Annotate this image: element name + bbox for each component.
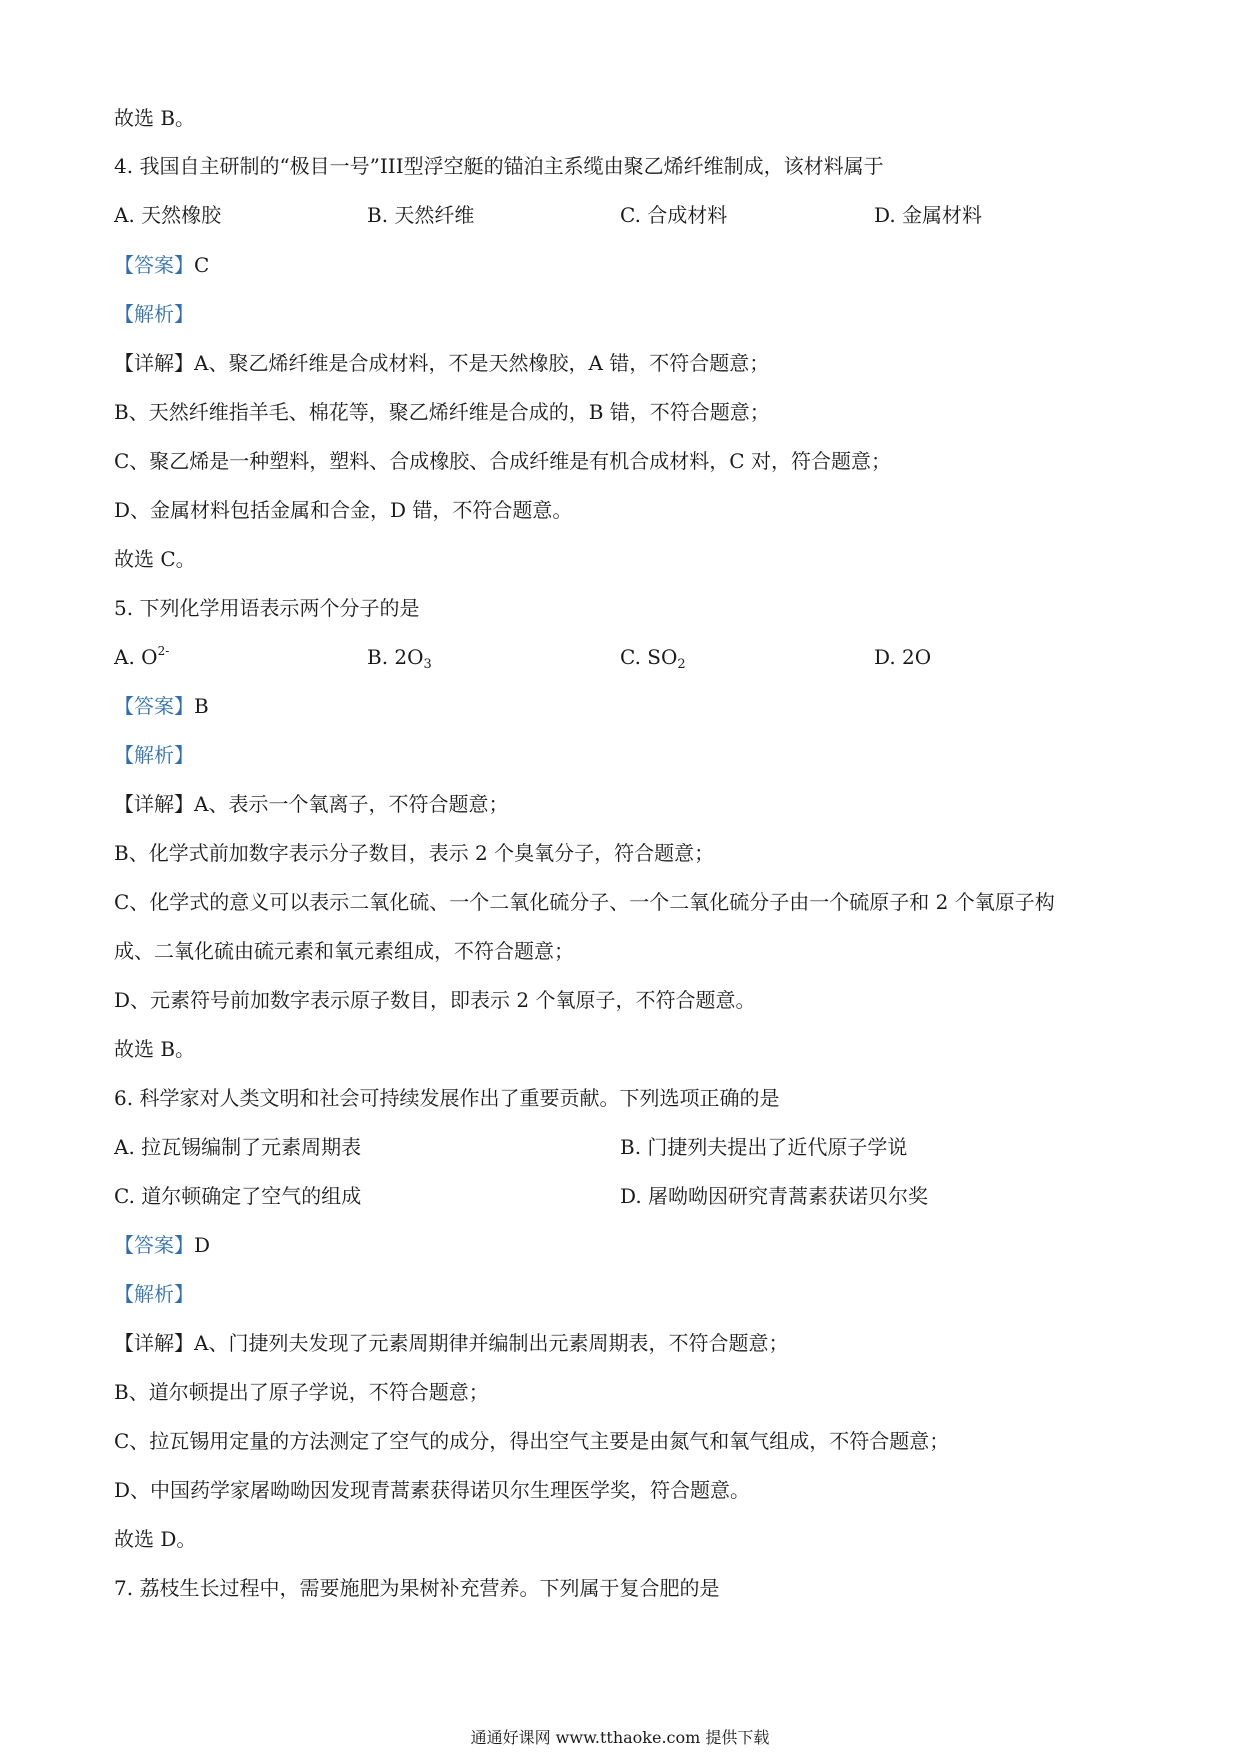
q4-detail-b: B、天然纤维指羊毛、棉花等，聚乙烯纤维是合成的，B 错，不符合题意； [114, 400, 770, 424]
q5-selection: 故选 B。 [114, 1037, 196, 1061]
q5-option-c-text: C. SO [620, 645, 678, 669]
q5-detail-a [114, 790, 508, 818]
q5-detail-d: D、元素符号前加数字表示原子数目，即表示 2 个氧原子，不符合题意。 [114, 988, 756, 1012]
q4-option-b: B. 天然纤维 [367, 203, 475, 227]
analysis-tag: 【解析】 [114, 743, 194, 767]
detail-text: A、聚乙烯纤维是合成材料，不是天然橡胶，A 错，不符合题意； [194, 351, 770, 375]
q6-option-a: A. 拉瓦锡编制了元素周期表 [114, 1135, 362, 1159]
q5-option-d: D. 2O [874, 645, 932, 669]
q6-detail-a [114, 1329, 788, 1357]
q6-detail-d: D、中国药学家屠呦呦因发现青蒿素获得诺贝尔生理医学奖，符合题意。 [114, 1478, 751, 1502]
q5-option-b [367, 643, 432, 671]
q4-detail-d: D、金属材料包括金属和合金，D 错，不符合题意。 [114, 498, 573, 522]
detail-text: A、门捷列夫发现了元素周期律并编制出元素周期表，不符合题意； [194, 1331, 789, 1355]
q6-option-c: C. 道尔顿确定了空气的组成 [114, 1184, 362, 1208]
detail-tag: 【详解】 [114, 1331, 194, 1355]
q4-detail-c: C、聚乙烯是一种塑料，塑料、合成橡胶、合成纤维是有机合成材料，C 对，符合题意； [114, 449, 891, 473]
answer-value: B [194, 694, 209, 718]
question-7: 7. 荔枝生长过程中，需要施肥为果树补充营养。下列属于复合肥的是 [114, 1576, 720, 1600]
q6-answer [114, 1231, 210, 1259]
analysis-tag: 【解析】 [114, 1282, 194, 1306]
q4-option-d: D. 金属材料 [874, 203, 983, 227]
q4-option-c: C. 合成材料 [620, 203, 728, 227]
q5-option-b-sub: 3 [423, 657, 432, 672]
detail-tag: 【详解】 [114, 792, 194, 816]
q4-answer [114, 251, 209, 279]
question-6: 6. 科学家对人类文明和社会可持续发展作出了重要贡献。下列选项正确的是 [114, 1086, 780, 1110]
q4-detail-a [114, 349, 769, 377]
q5-option-a-text: A. O [114, 645, 158, 669]
q6-selection: 故选 D。 [114, 1527, 197, 1551]
q5-option-b-text: B. 2O [367, 645, 424, 669]
q5-detail-c1: C、化学式的意义可以表示二氧化硫、一个二氧化硫分子、一个二氧化硫分子由一个硫原子和 2 个氧原子构 [114, 890, 1055, 914]
q5-detail-b: B、化学式前加数字表示分子数目，表示 2 个臭氧分子，符合题意； [114, 841, 715, 865]
q5-option-a [114, 643, 169, 671]
q5-detail-c2: 成、二氧化硫由硫元素和氧元素组成，不符合题意； [114, 939, 574, 963]
q6-analysis-tag [114, 1280, 194, 1308]
answer-tag: 【答案】 [114, 253, 194, 277]
detail-text: A、表示一个氧离子，不符合题意； [194, 792, 509, 816]
question-5: 5. 下列化学用语表示两个分子的是 [114, 596, 420, 620]
q5-option-a-sup: 2- [157, 644, 170, 658]
selection-line: 故选 B。 [114, 106, 196, 130]
q6-detail-b: B、道尔顿提出了原子学说，不符合题意； [114, 1380, 489, 1404]
answer-value: C [194, 253, 210, 277]
analysis-tag: 【解析】 [114, 302, 194, 326]
q4-selection: 故选 C。 [114, 547, 196, 571]
q5-answer [114, 692, 209, 720]
answer-tag: 【答案】 [114, 1233, 194, 1257]
q6-option-b: B. 门捷列夫提出了近代原子学说 [620, 1135, 908, 1159]
q6-option-d: D. 屠呦呦因研究青蒿素获诺贝尔奖 [620, 1184, 929, 1208]
q4-analysis-tag [114, 300, 194, 328]
question-4: 4. 我国自主研制的“极目一号”III型浮空艇的锚泊主系缆由聚乙烯纤维制成，该材料属于 [114, 154, 884, 178]
q5-option-c [620, 643, 686, 671]
q5-analysis-tag [114, 741, 194, 769]
answer-tag: 【答案】 [114, 694, 194, 718]
q6-detail-c: C、拉瓦锡用定量的方法测定了空气的成分，得出空气主要是由氮气和氧气组成，不符合题意； [114, 1429, 950, 1453]
q4-option-a: A. 天然橡胶 [114, 203, 222, 227]
q5-option-c-sub: 2 [677, 657, 686, 672]
page-footer: 通通好课网 www.tthaoke.com 提供下载 [470, 1728, 770, 1747]
detail-tag: 【详解】 [114, 351, 194, 375]
answer-value: D [194, 1233, 211, 1257]
